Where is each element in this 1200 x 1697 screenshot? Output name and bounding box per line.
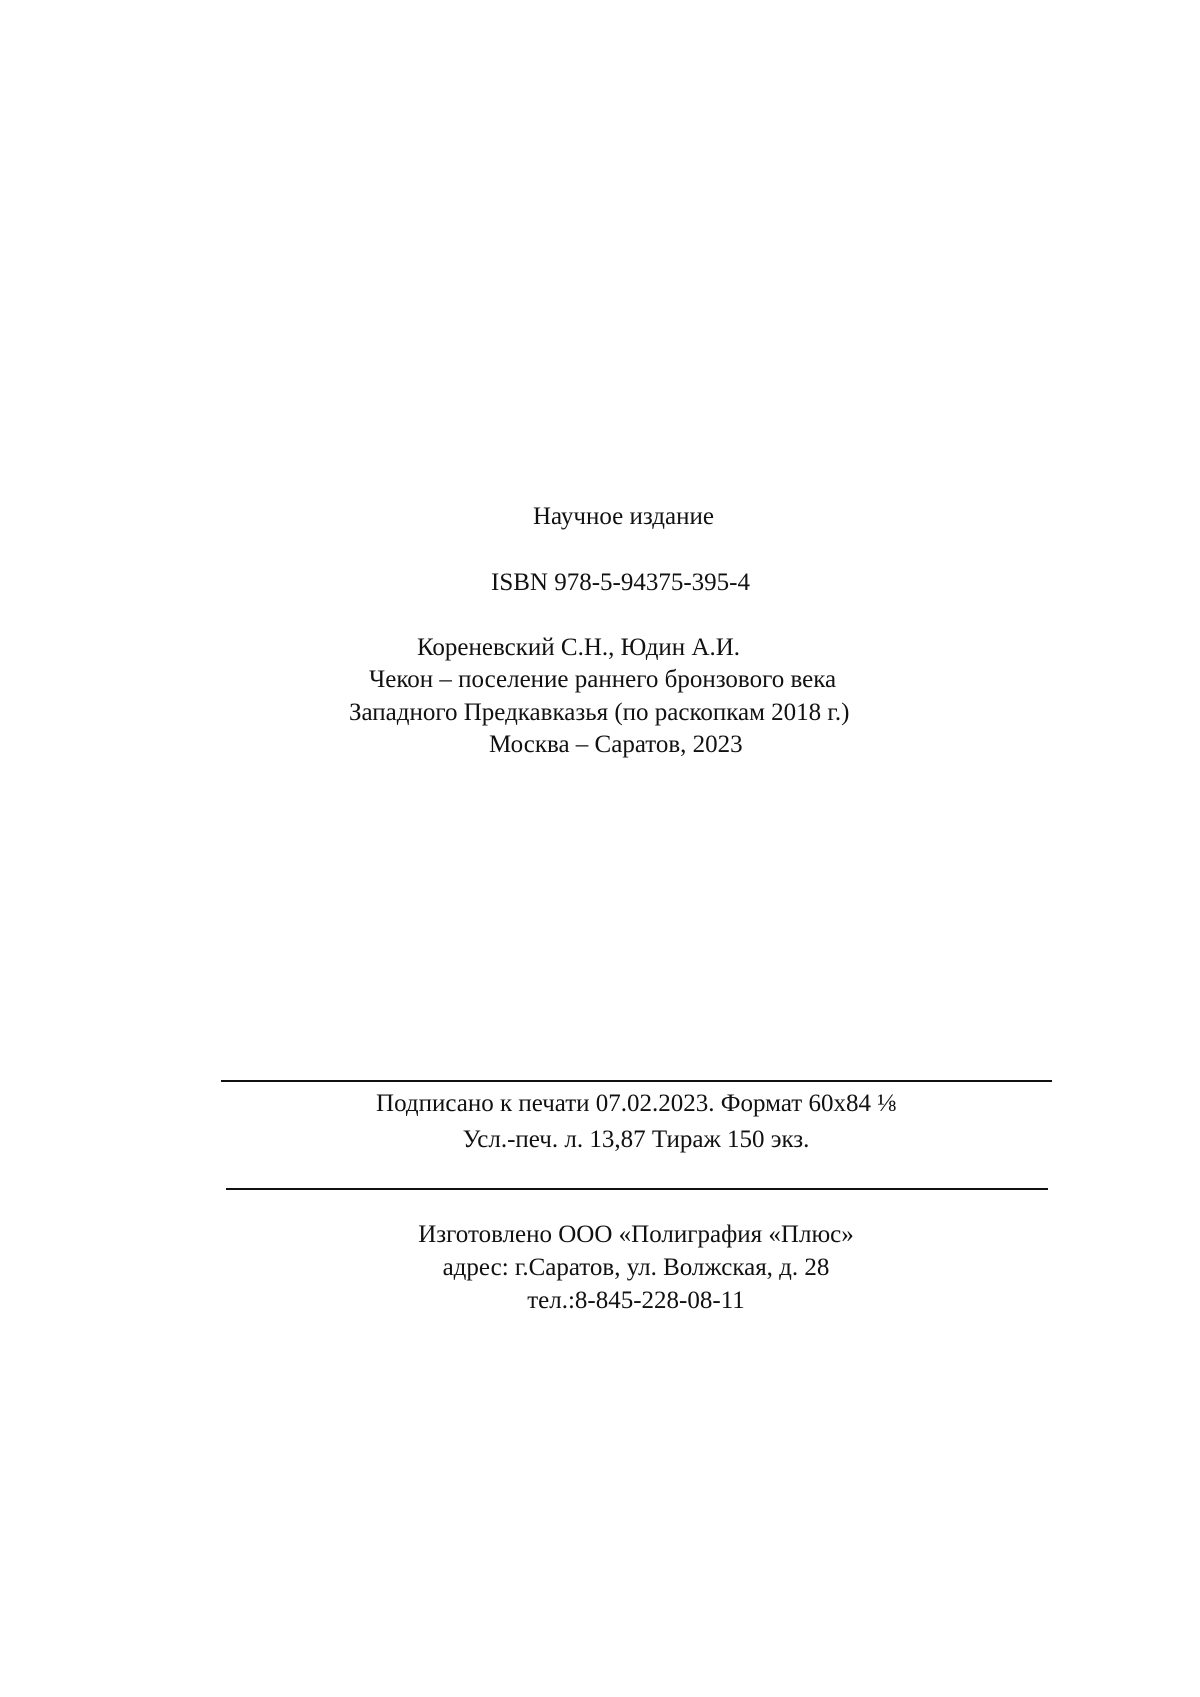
print-signed-format: Подписано к печати 07.02.2023. Формат 60х84 ⅛: [376, 1090, 896, 1117]
place-year: Москва – Саратов, 2023: [489, 731, 743, 758]
isbn: ISBN 978-5-94375-395-4: [491, 569, 751, 596]
divider-bottom: [226, 1188, 1048, 1190]
print-sheets-run: Усл.-печ. л. 13,87 Тираж 150 экз.: [462, 1126, 810, 1153]
book-title-line-1: Чекон – поселение раннего бронзового века: [369, 666, 837, 693]
divider-top: [221, 1080, 1052, 1082]
book-title-line-2: Западного Предкавказья (по раскопкам 2018 г.): [349, 699, 850, 726]
printer-phone: тел.:8-845-228-08-11: [527, 1287, 745, 1314]
edition-type: Научное издание: [533, 503, 714, 530]
printer-address: адрес: г.Саратов, ул. Волжская, д. 28: [442, 1254, 830, 1281]
authors: Кореневский С.Н., Юдин А.И.: [417, 634, 741, 661]
printer-name: Изготовлено ООО «Полиграфия «Плюс»: [418, 1221, 854, 1248]
